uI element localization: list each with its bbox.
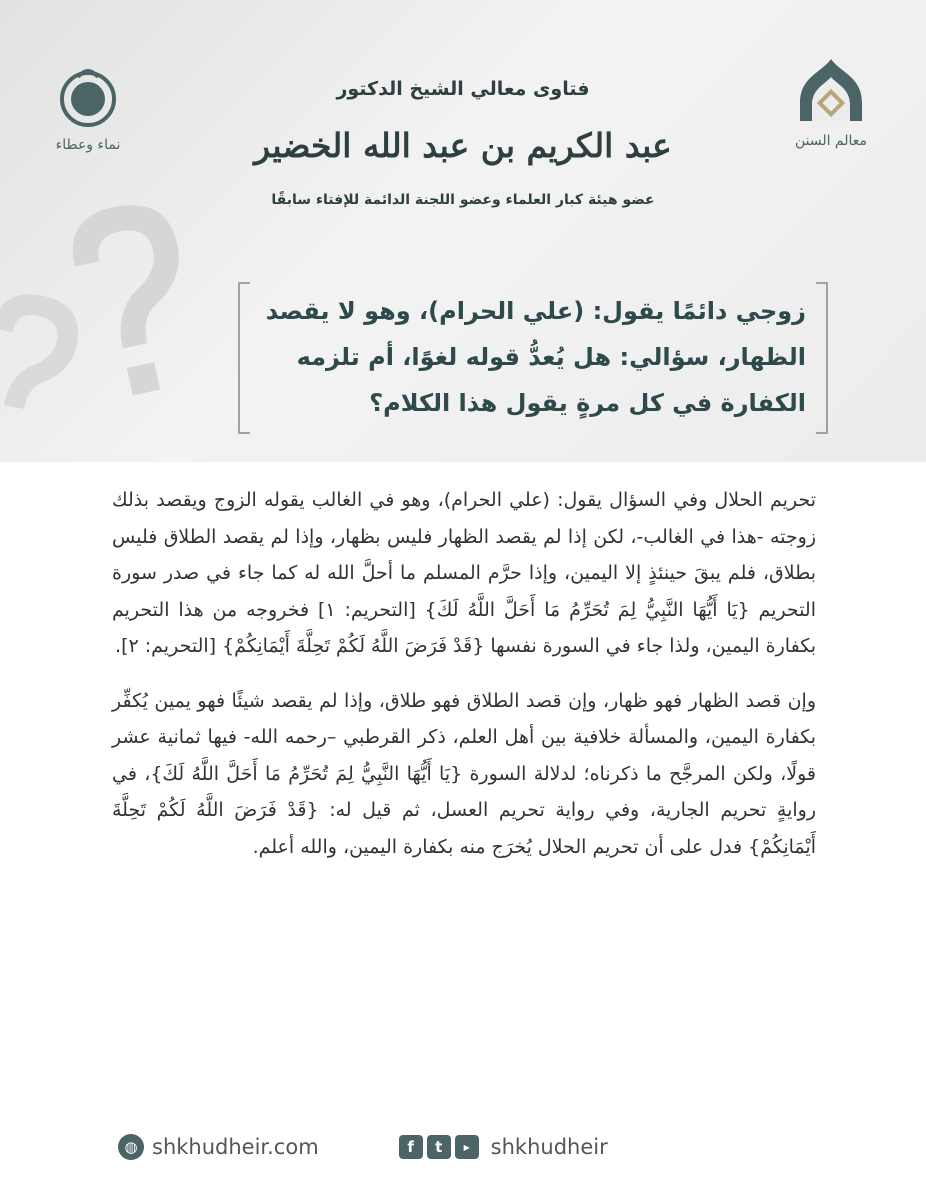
logo-caption: معالم السنن: [794, 133, 868, 149]
social-handle[interactable]: shkhudheir: [490, 1135, 608, 1159]
facebook-icon[interactable]: f: [399, 1135, 423, 1159]
logo-caption: نماء وعطاء: [55, 137, 121, 153]
answer-paragraph: تحريم الحلال وفي السؤال يقول: (علي الحرام)، وهو في الغالب يقوله الزوج ويقصد بذلك زوجته -هذا في الغالب-، لكن إذا لم يقصد الظهار فليس بظهار، وإذا لم يقصد الطلاق فليس بطلاق، فلم يبقَ حينئذٍ إلا اليمين، وإذا حرَّم المسلم ما أحلَّ الله له كما جاء في صدر سورة التحريم {يَا أَيُّهَا النَّبِيُّ لِمَ تُحَرِّمُ مَا أَحَلَّ اللَّهُ لَكَ} [التحريم: ١] فخروجه من هذا التحريم بكفارة اليمين، ولذا جاء في السورة نفسها {قَدْ فَرَضَ اللَّهُ لَكُمْ تَحِلَّةَ أَيْمَانِكُمْ} [التحريم: ٢].: [112, 489, 816, 657]
header-subtitle: عضو هيئة كبار العلماء وعضو اللجنة الدائمة للإفتاء سابقًا: [271, 192, 655, 208]
header-title: فتاوى معالي الشيخ الدكتور: [336, 78, 590, 100]
dome-logo-icon: [796, 55, 866, 125]
twitter-icon[interactable]: t: [427, 1135, 451, 1159]
website-link[interactable]: shkhudheir.com: [152, 1135, 319, 1159]
globe-icon: ◍: [118, 1134, 144, 1160]
header: [0, 0, 926, 462]
bracket-right: [816, 282, 828, 434]
logo-maalim-alsunan: [776, 55, 886, 149]
bracket-left: [238, 282, 250, 434]
answer-body: [112, 482, 816, 883]
sheikh-name-calligraphy: عبد الكريم بن عبد الله الخضير: [254, 126, 672, 165]
answer-paragraph: وإن قصد الظهار فهو ظهار، وإن قصد الطلاق فهو طلاق، وإذا لم يقصد شيئًا فهو يمين يُكفِّر بكفارة اليمين، والمسألة خلافية بين أهل العلم، ذكر القرطبي –رحمه الله- فيها ثمانية عشر قولًا، ولكن المرجَّح ما ذكرناه؛ لدلالة السورة {يَا أَيُّهَا النَّبِيُّ لِمَ تُحَرِّمُ مَا أَحَلَّ اللَّهُ لَكَ}، في روايةٍ تحريم الجارية، وفي رواية تحريم العسل، ثم قيل له: {قَدْ فَرَضَ اللَّهُ لَكُمْ تَحِلَّةَ أَيْمَانِكُمْ} فدل على أن تحريم الحلال يُخرَج منه بكفارة اليمين، والله أعلم.: [112, 689, 816, 858]
question-text: زوجي دائمًا يقول: (علي الحرام)، وهو لا يقصد الظهار، سؤالي: هل يُعدُّ قوله لغوًا، أم تلزمه الكفارة في كل مرةٍ يقول هذا الكلام؟: [265, 297, 806, 417]
footer: [118, 1132, 926, 1162]
logo-namaa: [52, 65, 124, 153]
seal-logo-icon: [56, 65, 120, 129]
question-box: [238, 282, 828, 434]
question-mark-decoration: [0, 282, 95, 462]
youtube-icon[interactable]: ▶: [455, 1135, 479, 1159]
